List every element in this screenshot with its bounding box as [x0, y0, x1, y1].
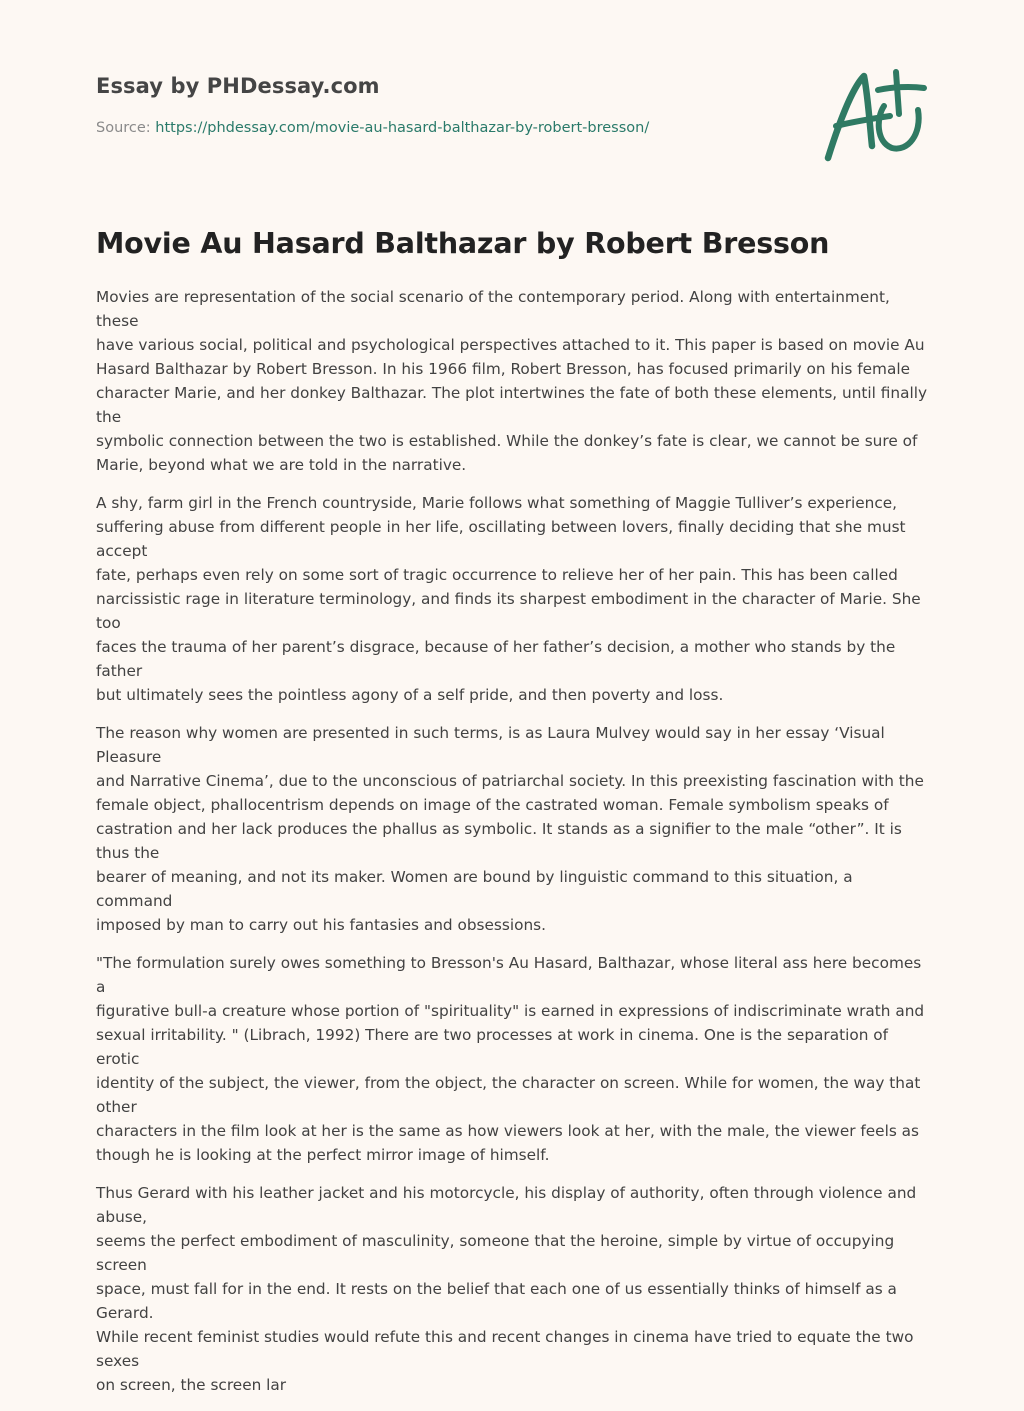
document-header	[96, 74, 796, 136]
essay-paragraph: The reason why women are presented in such terms, is as Laura Mulvey would say in her essay ‘Visual Pleasure and Narrative Cinema’, due to the unconscious of patriarchal society. In this preexisting fascination with the female object, phallocentrism depends on image of the castrated woman. Female symbolism speaks of castration and her lack produces the phallus as symbolic. It stands as a signifier to the male “other”. It is thus the bearer of meaning, and not its maker. Women are bound by linguistic command to this situation, a command imposed by man to carry out his fantasies and obsessions.	[96, 724, 924, 934]
essay-body	[96, 285, 928, 1411]
source-link[interactable]: https://phdessay.com/movie-au-hasard-balthazar-by-robert-bresson/	[155, 120, 650, 136]
brand-title: Essay by PHDessay.com	[96, 74, 380, 98]
source-line	[96, 120, 796, 136]
essay-paragraph: "The formulation surely owes something to Bresson's Au Hasard, Balthazar, whose literal ass here becomes a figurative bull-a creature whose portion of "spirituality" is earned in expressions of indiscriminate wrath and sexual irritability. " (Librach, 1992) There are two processes at work in cinema. One is the separation of erotic identity of the subject, the viewer, from the object, the character on screen. While for women, the way that other characters in the film look at her is the same as how viewers look at her, with the male, the viewer feels as though he is looking at the perfect mirror image of himself.	[96, 954, 925, 1164]
source-label: Source:	[96, 120, 156, 136]
a-plus-logo-icon	[818, 66, 930, 166]
essay-paragraph: A shy, farm girl in the French countryside, Marie follows what something of Maggie Tulliver’s experience, suffering abuse from different people in her life, oscillating between lovers, finally deciding that she must accept fate, perhaps even rely on some sort of tragic occurrence to relieve her of her pain. This has been called narcissistic rage in literature terminology, and finds its sharpest embodiment in the character of Marie. She too faces the trauma of her parent’s disgrace, because of her father’s decision, a mother who stands by the father but ultimately sees the pointless agony of a self pride, and then poverty and loss.	[96, 494, 921, 704]
essay-paragraph: Movies are representation of the social scenario of the contemporary period. Along with entertainment, these have various social, political and psychological perspectives attached to it. This paper is based on movie Au Hasard Balthazar by Robert Bresson. In his 1966 film, Robert Bresson, has focused primarily on his female character Marie, and her donkey Balthazar. The plot intertwines the fate of both these elements, until finally the symbolic connection between the two is established. While the donkey’s fate is clear, we cannot be sure of Marie, beyond what we are told in the narrative.	[96, 288, 928, 474]
essay-title: Movie Au Hasard Balthazar by Robert Bresson	[96, 227, 830, 260]
essay-paragraph: Thus Gerard with his leather jacket and his motorcycle, his display of authority, often through violence and abuse, seems the perfect embodiment of masculinity, someone that the heroine, simple by virtue of occupying screen space, must fall for in the end. It rests on the belief that each one of us essentially thinks of himself as a Gerard. While recent feminist studies would refute this and recent changes in cinema have tried to equate the two sexes on screen, the screen lar	[96, 1184, 917, 1394]
